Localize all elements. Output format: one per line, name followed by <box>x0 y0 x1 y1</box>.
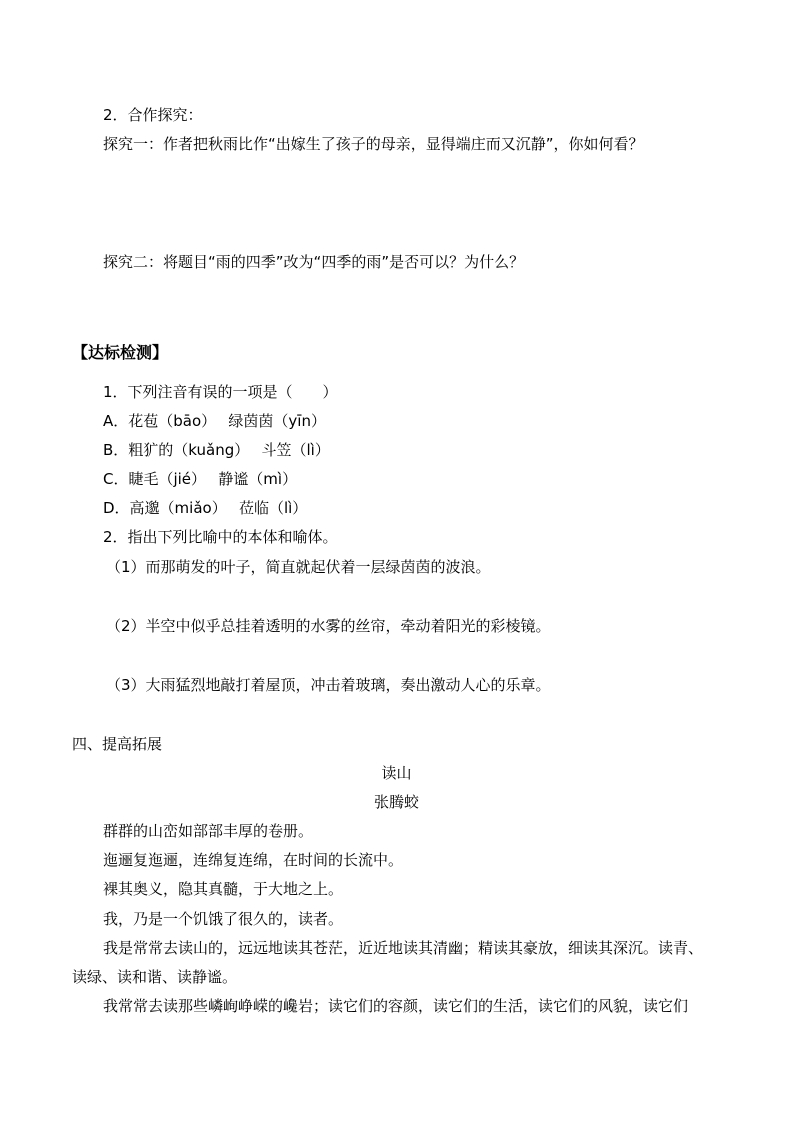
option-d: D．高邈（miǎo） 莅临（lì） <box>103 499 308 517</box>
check-heading: 【达标检测】 <box>72 343 169 362</box>
check-question-2: 2．指出下列比喻中的本体和喻体。 <box>103 528 338 546</box>
cooperation-question-1: 探究一：作者把秋雨比作“出嫁生了孩子的母亲，显得端庄而又沉静”，你如何看？ <box>103 135 644 153</box>
cooperation-question-2: 探究二：将题目“雨的四季”改为“四季的雨”是否可以？为什么？ <box>103 253 525 271</box>
poem-line-1: 群群的山峦如部部丰厚的卷册。 <box>103 822 314 840</box>
check-question-1: 1．下列注音有误的一项是（ ） <box>103 383 338 401</box>
poem-line-7: 我常常去读那些嶙峋峥嵘的巉岩；读它们的容颜，读它们的生活，读它们的风貌，读它们 <box>103 997 689 1015</box>
poem-title: 读山 <box>381 764 412 782</box>
option-c: C．睫毛（jié） 静谧（mì） <box>103 470 298 488</box>
metaphor-item-1: （1）而那萌发的叶子，简直就起伏着一层绿茵茵的波浪。 <box>106 558 491 576</box>
extension-heading: 四、提高拓展 <box>72 735 163 753</box>
poem-line-2: 迤逦复迤逦，连绵复连绵，在时间的长流中。 <box>103 851 404 869</box>
cooperation-title: 2．合作探究： <box>103 106 203 124</box>
poem-author: 张腾蛟 <box>373 793 419 811</box>
option-b: B．粗犷的（kuǎng） 斗笠（lì） <box>103 441 330 459</box>
metaphor-item-2: （2）半空中似乎总挂着透明的水雾的丝帘，牵动着阳光的彩棱镜。 <box>106 617 551 635</box>
poem-line-6: 读绿、读和谐、读静谧。 <box>72 968 238 986</box>
metaphor-item-3: （3）大雨猛烈地敲打着屋顶，冲击着玻璃，奏出激动人心的乐章。 <box>106 676 551 694</box>
poem-line-4: 我，乃是一个饥饿了很久的，读者。 <box>103 910 344 928</box>
option-a: A．花苞（bāo） 绿茵茵（yīn） <box>103 412 326 430</box>
poem-line-5: 我是常常去读山的，远远地读其苍茫，近近地读其清幽；精读其豪放，细读其深沉。读青、 <box>103 939 704 957</box>
poem-line-3: 裸其奥义，隐其真髓，于大地之上。 <box>103 880 344 898</box>
